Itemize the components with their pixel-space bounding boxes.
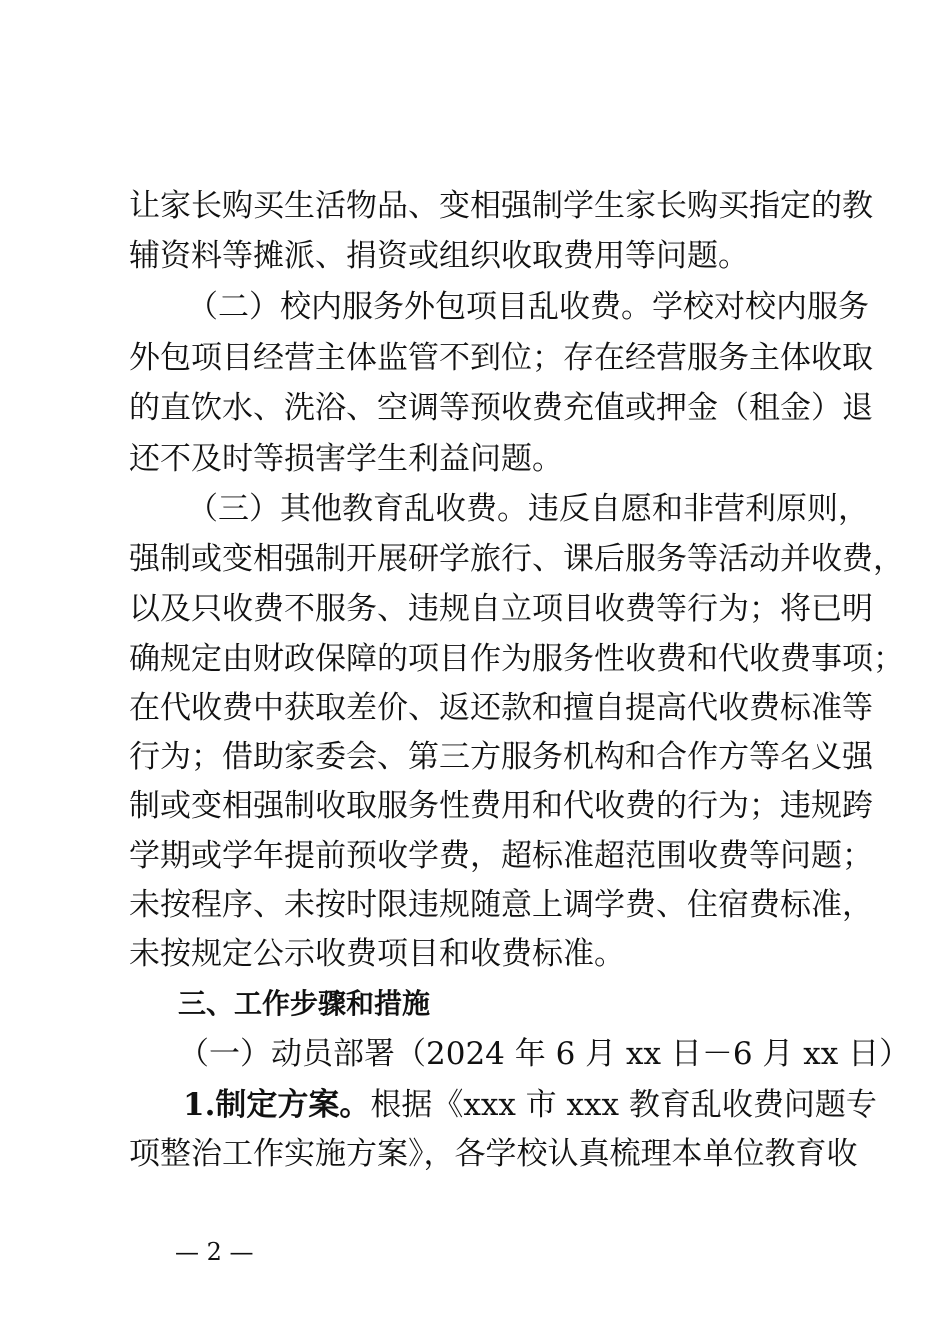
paragraph-line: 的直饮水、洗浴、空调等预收费充值或押金（租金）退: [129, 390, 873, 426]
paragraph-line: 强制或变相强制开展研学旅行、课后服务等活动并收费，: [129, 541, 904, 577]
paragraph-line: 行为；借助家委会、第三方服务机构和合作方等名义强: [129, 739, 873, 775]
item-title: 1.制定方案。: [183, 1087, 371, 1123]
subsection-heading: （一）动员部署（2024 年 6 月 xx 日－6 月 xx 日）: [178, 1036, 911, 1072]
paragraph-line: 让家长购买生活物品、变相强制学生家长购买指定的教: [129, 188, 873, 224]
item-text: 根据《xxx 市 xxx 教育乱收费问题专: [370, 1087, 877, 1123]
section-heading: 三、工作步骤和措施: [178, 987, 431, 1020]
paragraph-line: 确规定由财政保障的项目作为服务性收费和代收费事项；: [129, 641, 904, 677]
paragraph-line: 在代收费中获取差价、返还款和擅自提高代收费标准等: [129, 690, 873, 726]
paragraph-line: 制或变相强制收取服务性费用和代收费的行为；违规跨: [129, 788, 873, 824]
paragraph-line: 辅资料等摊派、捐资或组织收取费用等问题。: [129, 238, 749, 274]
paragraph-line: 未按程序、未按时限违规随意上调学费、住宿费标准，: [129, 887, 873, 923]
paragraph-line: （三）其他教育乱收费。违反自愿和非营利原则，: [187, 491, 869, 527]
paragraph-line: 学期或学年提前预收学费，超标准超范围收费等问题；: [129, 838, 873, 874]
paragraph-line: 还不及时等损害学生利益问题。: [129, 441, 563, 477]
paragraph-line: （二）校内服务外包项目乱收费。学校对校内服务: [187, 289, 869, 325]
paragraph-line: 外包项目经营主体监管不到位；存在经营服务主体收取: [129, 340, 873, 376]
paragraph-line: 未按规定公示收费项目和收费标准。: [129, 936, 625, 972]
paragraph-line: [183, 1085, 877, 1125]
paragraph-line: 项整治工作实施方案》，各学校认真梳理本单位教育收: [129, 1136, 858, 1172]
paragraph-line: 以及只收费不服务、违规自立项目收费等行为；将已明: [129, 591, 873, 627]
page-number: — 2 —: [175, 1238, 254, 1266]
